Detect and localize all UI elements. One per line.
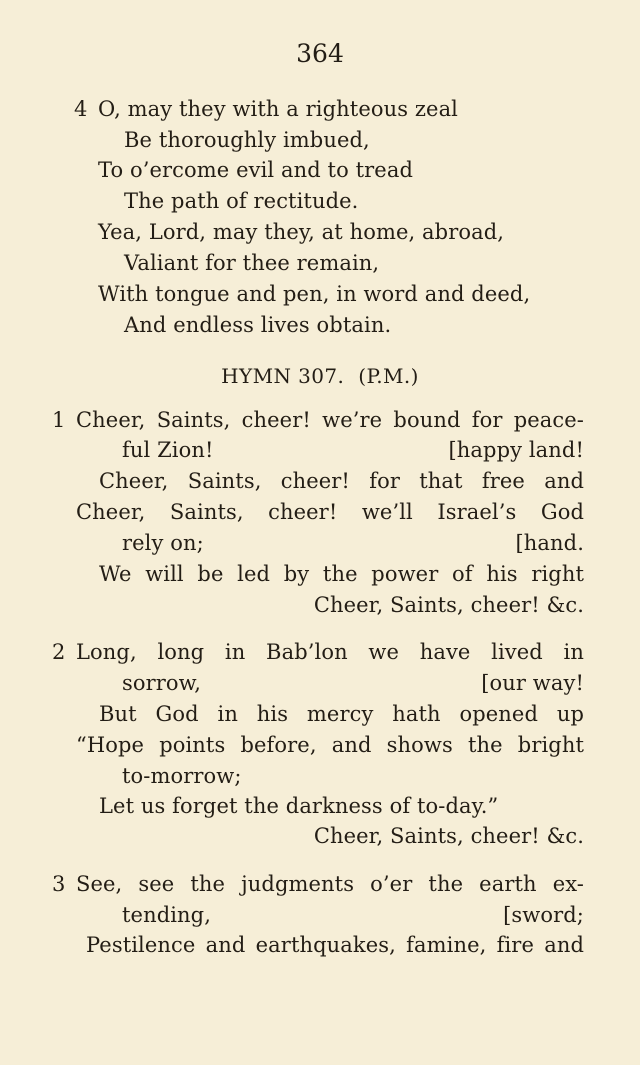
stanza-line: Valiant for thee remain, xyxy=(124,251,380,275)
verse-number: 2 xyxy=(52,640,66,664)
stanza-line: Yea, Lord, may they, at home, abroad, xyxy=(98,220,505,244)
verse-line: Cheer, Saints, cheer! we’ll Israel’s God xyxy=(76,500,584,524)
verse-line xyxy=(122,436,584,464)
hymn-heading xyxy=(0,362,640,390)
stanza-line: With tongue and pen, in word and deed, xyxy=(98,282,531,306)
verse-line: Cheer, Saints, cheer! we’re bound for peace- xyxy=(76,408,584,432)
verse-line: Cheer, Saints, cheer! for that free and xyxy=(99,469,584,493)
stanza-line: The path of rectitude. xyxy=(124,189,359,213)
verse-refrain: Cheer, Saints, cheer! &c. xyxy=(313,593,584,617)
verse-line: See, see the judgments o’er the earth ex- xyxy=(76,872,584,896)
verse-line: “Hope points before, and shows the bright xyxy=(76,733,584,757)
verse-line-part: rely on; xyxy=(122,531,204,555)
verse-line-part: tending, xyxy=(122,903,211,927)
verse-number: 3 xyxy=(52,872,66,896)
stanza-line: To o’ercome evil and to tread xyxy=(98,158,413,182)
hymn-meter: (P.M.) xyxy=(358,364,419,388)
hymn-title: HYMN 307. xyxy=(221,364,345,388)
verse-line xyxy=(122,669,584,697)
verse-line xyxy=(122,901,584,929)
verse-line: Let us forget the darkness of to-day.” xyxy=(99,794,499,818)
verse-line-overflow: [hand. xyxy=(515,531,584,555)
verse-line-overflow: [happy land! xyxy=(448,438,584,462)
verse-line-part: ful Zion! xyxy=(122,438,214,462)
verse-line-overflow: [our way! xyxy=(481,671,584,695)
verse-line: We will be led by the power of his right xyxy=(99,562,584,586)
page-number: 364 xyxy=(296,39,344,68)
verse-line: Long, long in Bab’lon we have lived in xyxy=(76,640,584,664)
verse-line-part: sorrow, xyxy=(122,671,201,695)
stanza-line: And endless lives obtain. xyxy=(124,313,392,337)
verse-refrain: Cheer, Saints, cheer! &c. xyxy=(313,824,584,848)
verse-line: Pestilence and earthquakes, famine, fire and xyxy=(86,933,584,957)
verse-number: 1 xyxy=(52,408,66,432)
stanza-line: Be thoroughly imbued, xyxy=(124,128,370,152)
verse-line-overflow: [sword; xyxy=(503,903,584,927)
verse-line: to-morrow; xyxy=(122,764,242,788)
verse-line xyxy=(122,529,584,557)
stanza-line: O, may they with a righteous zeal xyxy=(98,97,459,121)
verse-line: But God in his mercy hath opened up xyxy=(99,702,584,726)
stanza-number: 4 xyxy=(74,97,88,121)
